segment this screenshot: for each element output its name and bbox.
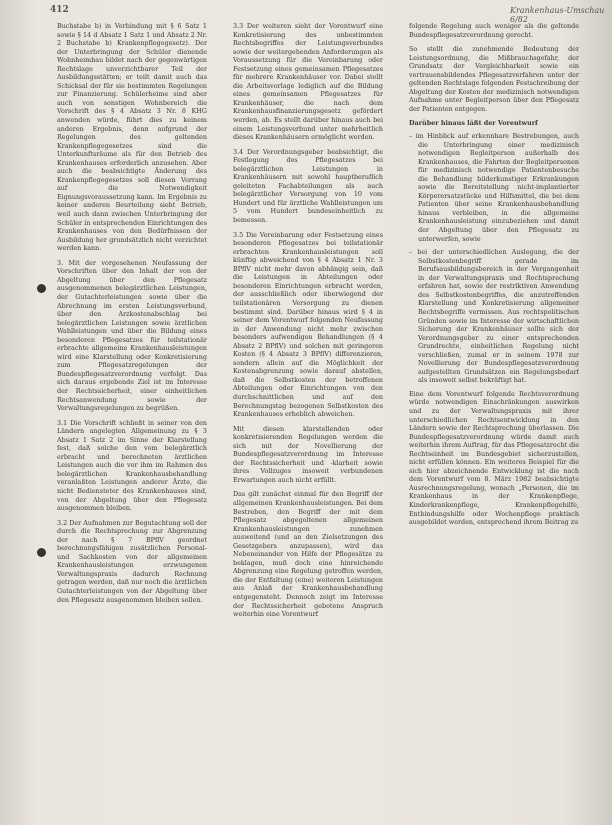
paragraph: Buchstabe b) in Verbindung mit § 6 Satz 1 sowie § 14 d Absatz 1 Satz 1 und Absatz 2 Nr. 2 Buchstabe b) Krankenpflegegesetz). Der der Unterbringung der Schüler dienende Wohnheimbau bildet nach der gegenwärtigen Rechtslage unverzichtbarer Teil der Ausbildungsstätten; er teilt damit auch das Schicksal der für sie bestimmten Regelungen zur Finanzierung. Schülerheime sind aber auch von sonstigen Wohnbereich die Vorschrift des § 4 Absatz 3 Nr. 8 KHG anwenden würde, führt dies zu keinem anderen Ergebnis, denn aufgrund der Regelungen des geltenden Krankenpflegegesetzes sind die Unterkunftsräume als für den Betrieb des Krankenhauses erforderlich anzusehen. Aber auch die beabsichtigte Änderung des Krankenpflegegesetzes soll diesen Vorrang auf die Notwendigkeit Eignungsvoraussetzung kann. Im Ergebnis zu keiner anderen Beurteilung sieht Betrieb, weil auch dann zwischen Unterbringung der Schüler in entsprechenden Einrichtungen des Krankenhauses von den Bedürfnissen der Ausbildung her grundsätzlich nicht verzichtet werden kann. — [57, 22, 207, 253]
running-head: Krankenhaus-Umschau 6/82 — [510, 6, 605, 24]
text-column-2 — [233, 22, 383, 820]
paragraph: Mit diesen klarstellenden oder konkretisierenden Regelungen werden die sich mit der Novellierung der Bundespflegesatzverordnung im Interesse der Rechtssicherheit und -klarheit sowie ihres Vollzuges insoweit verbundenen Erwartungen auch nicht erfüllt. — [233, 424, 383, 484]
paragraph: 3. Mit der vorgesehenen Neufassung der Vorschriften über den Inhalt der von der Abgeltung über den Pflegesatz ausgenommenen belegärztlichen Leistungen, der Gutachterleistungen sowie über die Abrechnung im ersten Leistungsverbund, über den Arzkostenabschlag bei belegärztlichen Leistungen sowie ärztlichen Wahlleistungen und über die Bildung eines besonderen Pflegesatzes für teilstationär erbrachte allgemeine Krankenhausleistungen wird eine Klarstellung oder Konkretisierung zum Pflegesatzregelungen der Bundespflegesatzverordnung verfolgt. Das sich daraus ergebende Ziel ist im Interesse der Rechtssicherheit, einer einheitlichen Rechtsanwendung sowie der Verwaltungsregelungen zu begrüßen. — [57, 258, 207, 413]
page-header — [0, 5, 612, 24]
list-item: – im Hinblick auf erkennbare Bestrebungen, auch die Unterbringung einer medizinisch notwendigen Begleitperson außerhalb des Krankenhauses, die Fahrten der Begleitpersonen für medizinisch notwendige Patientenbesuche die Behandlung bilderkunstiger Erkrankungen sowie die Bereitstellung nicht-implantierter Körperersatzstücke und Hilfsmittel, die bei dem Patienten über seine Krankenhausbehandlung hinaus verbleiben, in die allgemeine Krankenhausleistung einzubeziehen und damit der Abgeltung über den Pflegesatz zu unterwerfen, sowie — [409, 132, 579, 243]
punch-hole-mark — [37, 548, 46, 557]
paragraph: So stellt die zunehmende Bedeutung der Leistungsordnung, die Mißbrauchsgefahr, der Grundsatz der Vergleichbarkeit sowie ein vertrauensbildendes Pflegesatzverfahren unter der geltenden Rechtslage folgenden Festschreibung der Abgeltung der Kosten der medizinisch notwendigen Aufnahme unter Begleitperson über den Pflegesatz der Patienten entgegen. — [409, 45, 579, 113]
paragraph: 3.1 Die Vorschrift schließt in seiner von den Ländern angelegten Allgemeinung zu § 3 Absatz 1 Satz 2 im Sinne der Klarstellung fest, daß solche den vom belegärztlich erbracht und berechneten ärztlichen Leistungen auch die vor ihm im Rahmen des belegärztlichen Krankenhausbehandlung veranlaßten Leistungen anderer Ärzte, die nicht Bediensteter des Krankenhauses sind, von der Abgeltung über den Pflegesatz ausgenommen bleiben. — [57, 418, 207, 513]
paragraph: 3.4 Der Verordnungsgeber beabsichtigt, die Festlegung des Pflegesatzes bei belegärztlichen Leistungen in Krankenhäusern mit sowohl hauptberuflich geleiteten Fachabteilungen als auch belegärztlicher Versorgung von 10 vom Hundert und für ärztliche Wahlleistungen um 5 vom Hundert bundeseinheitlich zu bemessen. — [233, 147, 383, 225]
text-column-3 — [409, 22, 579, 820]
section-lead-in: Darüber hinaus läßt der Vorentwurf — [409, 119, 538, 128]
list-item: – bei der unterschiedlichen Auslegung, die der Selbstkostenbegriff gerade im Berufsausbildungsbereich in der Vergangenheit in der Verwaltungspraxis und Rechtsprechung erfahren hat, sowie der restriktiven Anwendung des Selbstkostenbegriffes, die anzutreffenden Klarstellung und Konkretisierung allgemeiner Rechtsbegriffe vermissen. Aus rechtspolitischen Gründen sowie im Interesse der wirtschaftlichen Sicherung der Krankenhäuser sollte sich der Verordnungsgeber zu einer entsprechenden Grundrechte, einheitlichen Regelung nicht verschließen, zumal er in seinem 1978 zur Novellierung der Bundespflegesatzverordnung aufgestellten Grundsätzen ein Regelungsbedarf als insoweit selbst bekräftigt hat. — [409, 248, 579, 385]
paragraph: Eine dem Vorentwurf folgende Rechtsverordnung würde notwendigen Einschränkungen auswirken und zu der Verwaltungspraxis mit ihrer unterschiedlichen Rechtsentwicklung in den Ländern sowie der Rechtsprechung überlassen. Die Bundespflegesatzverordnung würde damit auch weiterhin ihrem Auftrag, für das Pflegesatzrecht die Rechtseinheit im Bundesgebiet sicherzustellen, nicht erfüllen können. Ein weiteres Beispiel für die sich hier abzeichnende Entwicklung ist die nach dem Vorentwurf vom 8. März 1982 beabsichtigte Ausrechnungsregelung, wonach „Personen, die im Krankenhaus in der Krankenpflege, Kinderkrankenpflege, Krankenpflegehilfe, Entbindungshilfe oder Wochenpflege praktisch ausgebildet werden, entsprechend ihrem Beitrag zu — [409, 389, 579, 527]
paragraph: folgende Regelung auch weniger als die geltende Bundespflegesatzverordnung gerecht. — [409, 22, 579, 39]
paragraph: 3.2 Der Aufnahmen zur Begutachtung soll der durch die Rechtsprechung zur Abgrenzung der nach § 7 BPflV geordnet berechnungsfähigen zusätzlichen Personal- und Sachkosten von der allgemeinen Krankenhausleistungen erzwungenen Verwaltungspraxis dadurch Rechnung getragen werden, daß nur noch die ärztlichen Gutachterleistungen von der Abgeltung über den Pflegesatz ausgenommen bleiben sollen. — [57, 518, 207, 604]
paragraph: 3.5 Die Vereinbarung oder Festsetzung eines besonderen Pflegesatzes bei teilstationär erbrachten Krankenhausleistungen soll künftig abweichend von § 4 Absatz 1 Nr. 3 BPflV nicht mehr davon abhängig sein, daß die Leistungen in Abteilungen oder besonderen Einrichtungen erbracht werden, der ausschließlich oder überwiegend der teilstationären Versorgung zu dienen bestimmt sind. Darüber hinaus wird § 4 in seiner dem Vorentwurf folgenden Neufassung in der Anwendung nicht mehr zwischen besonders aufwendigen Behandlungen (§ 4 Absatz 2 BPflV) und solchen mit geringeren Kosten (§ 4 Absatz 3 BPflV) differenzieren, sondern allein auf die Möglichkeit der Kostenabgrenzung sowie darauf abstellen, daß die Selbstkosten der betroffenen Abteilungen oder Einrichtungen von den durchschnittlichen und auf den Berechnungstag bezogenen Selbstkosten des Krankenhauses erheblich abweichen. — [233, 230, 383, 419]
punch-hole-mark — [37, 284, 46, 293]
paragraph: Das gilt zunächst einmal für den Begriff der allgemeinen Krankenhausleistungen. Bei dem Bestreben, den Begriff der mit dem Pflegesatz abgegoltenen allgemeinen Krankenhausleistungen zunehmen ausweitend (und an den Zielsetzungen des Gesetzgebers anzupassen), wird das Nebeneinander von Hilfe der Pflegesätze zu beklagen, muß doch eine hinreichende Abgrenzung eine Regelung getroffen werden, die der Entfaltung (eine) weiteren Leistungen aus Anlaß der Krankenhausbehandlung entgegensteht. Dennoch zeigt im Interesse der Rechtssicherheit gebotene Anspruch weiterhin eine Vorentwurf — [233, 490, 383, 619]
page-number: 412 — [50, 5, 69, 15]
text-column-1 — [57, 22, 207, 820]
paragraph: 3.3 Der weiteren sieht der Vorentwurf eine Konkretisierung des unbestimmten Rechtsbegriffes der Leistungsverbundes sowie der weitergehenden Anforderungen als Voraussetzung für die Vereinbarung oder Festsetzung eines gemeinsamen Pflegesatzes für mehrere Krankenhäuser vor. Dabei stellt die Arbeitsvorlage lediglich auf die Bildung eines gemeinsamen Pflegesatzes für Krankenhäuser, die nach dem Krankenhausfinanzierungsgesetz gefördert werden, ab. Es stellt darüber hinaus auch bei einem Leistungsverbund unter mehrheitlich dieses Krankenhäusern ermöglicht werden. — [233, 22, 383, 142]
